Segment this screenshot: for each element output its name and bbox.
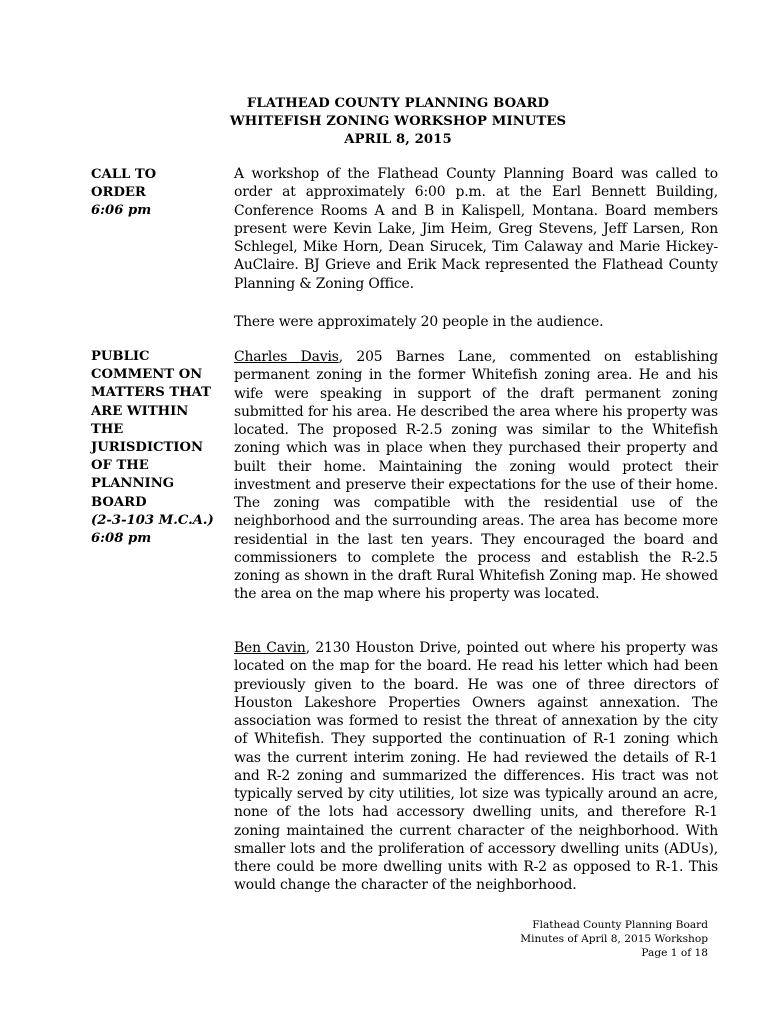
cavin-comment-paragraph [234, 639, 718, 895]
statute-citation: (2-3-103 M.C.A.) [91, 512, 214, 528]
header-date: APRIL 8, 2015 [344, 132, 452, 147]
davis-comment-paragraph [234, 348, 718, 604]
footer-page-number: Page 1 of 18 [641, 947, 708, 960]
cavin-comment-text: , 2130 Houston Drive, pointed out where his property was located on the map for the board. He read his letter which had been previously given to the board. He was one of three directors of Houston Lakeshore Properties Owners against annexation. The association was formed to resist the threat of annexation by the city of Whitefish. They supported the continuation of R-1 zoning which was the current interim zoning. He had reviewed the details of R-1 and R-2 zoning and summarized the differences. His tract was not typically served by city utilities, lot size was typically around an acre, none of the lots had accessory dwelling units, and therefore R-1 zoning maintained the current character of the neighborhood. With smaller lots and the proliferation of accessory dwelling units (ADUs), there could be more dwelling units with R-2 as opposed to R-1. This would change the character of the neighborhood. [234, 640, 718, 894]
public-comment-heading [91, 348, 226, 548]
call-to-order-heading-line2: ORDER [91, 185, 146, 201]
page-footer [520, 918, 708, 961]
public-comment-heading-line: ARE WITHIN [91, 403, 189, 419]
speaker-name-cavin: Ben Cavin [234, 640, 306, 656]
call-to-order-heading [91, 166, 226, 221]
public-comment-heading-line: THE [91, 421, 124, 437]
audience-paragraph: There were approximately 20 people in the audience. [234, 314, 604, 330]
public-comment-heading-line: OF THE [91, 458, 149, 474]
public-comment-heading-line: PLANNING [91, 476, 175, 492]
call-to-order-paragraph: A workshop of the Flathead County Planning Board was called to order at approximately 6:00 p.m. at the Earl Bennett Building, Conference Rooms A and B in Kalispell, Montana. Board members present were Kevin Lake, Jim Heim, Greg Stevens, Jeff Larsen, Ron Schlegel, Mike Horn, Dean Sirucek, Tim Calaway and Marie Hickey-AuClaire. BJ Grieve and Erik Mack represented the Flathead County Planning & Zoning Office. [234, 166, 718, 292]
public-comment-heading-line: PUBLIC [91, 349, 150, 364]
speaker-name-davis: Charles Davis [234, 349, 339, 365]
footer-minutes-date: Minutes of April 8, 2015 Workshop [520, 933, 708, 946]
public-comment-heading-line: COMMENT ON [91, 367, 203, 383]
public-comment-heading-line: MATTERS THAT [91, 385, 211, 401]
footer-board-name: Flathead County Planning Board [532, 919, 708, 931]
header-org-title: FLATHEAD COUNTY PLANNING BOARD [246, 96, 550, 111]
document-header [0, 95, 770, 149]
public-comment-heading-line: JURISDICTION [91, 440, 204, 456]
header-meeting-title: WHITEFISH ZONING WORKSHOP MINUTES [229, 114, 567, 129]
call-to-order-heading-line1: CALL TO [91, 167, 157, 182]
call-to-order-time: 6:06 pm [91, 203, 152, 219]
public-comment-heading-line: BOARD [91, 494, 147, 510]
public-comment-time: 6:08 pm [91, 531, 152, 547]
davis-comment-text: , 205 Barnes Lane, commented on establishing permanent zoning in the former Whitefish zoning area. He and his wife were speaking in support of the draft permanent zoning submitted for his area. He described the area where his property was located. The proposed R-2.5 zoning was similar to the Whitefish zoning which was in place when they purchased their property and built their home. Maintaining the zoning would protect their investment and preserve their expectations for the use of their home. The zoning was compatible with the residential use of the neighborhood and the surrounding areas. The area has become more residential in the last ten years. They encouraged the board and commissioners to complete the process and establish the R-2.5 zoning as shown in the draft Rural Whitefish Zoning map. He showed the area on the map where his property was located. [234, 349, 718, 603]
